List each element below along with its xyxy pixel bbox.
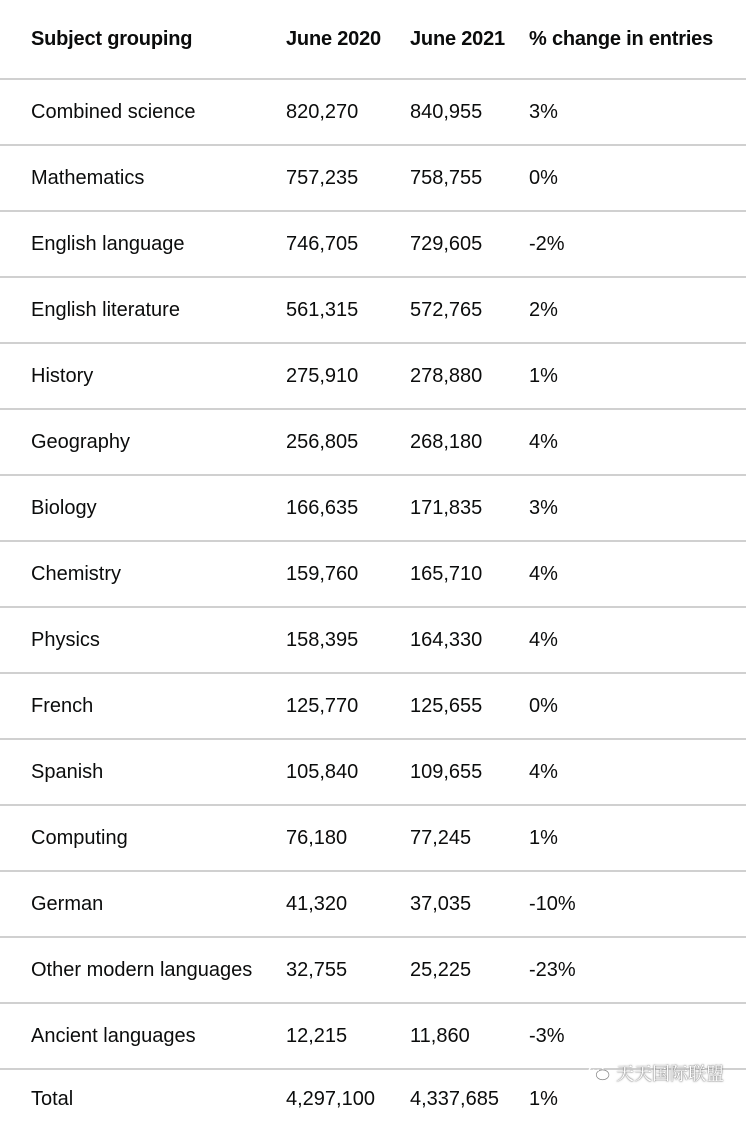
june-2020-cell: 746,705 — [286, 232, 359, 255]
june-2021-cell: 758,755 — [410, 166, 483, 189]
table-row — [0, 146, 746, 212]
percent-change-cell: 1% — [529, 364, 558, 387]
table-row — [0, 608, 746, 674]
subject-cell: Biology — [31, 496, 97, 519]
june-2020-cell: 41,320 — [286, 892, 348, 915]
percent-change-cell: 3% — [529, 100, 558, 123]
june-2020-cell: 561,315 — [286, 298, 359, 321]
percent-change-cell: 3% — [529, 496, 558, 519]
subject-cell: Total — [31, 1088, 74, 1110]
header-june-2020: June 2020 — [286, 27, 381, 50]
subject-cell: Computing — [31, 826, 128, 849]
table-header-row — [0, 0, 746, 80]
june-2021-cell: 572,765 — [410, 298, 483, 321]
june-2021-cell: 840,955 — [410, 100, 483, 123]
wechat-icon — [588, 1064, 610, 1082]
june-2020-cell: 125,770 — [286, 694, 359, 717]
table-body — [0, 80, 746, 1136]
june-2020-cell: 256,805 — [286, 430, 359, 453]
table-row — [0, 806, 746, 872]
table-row — [0, 212, 746, 278]
percent-change-cell: 4% — [529, 628, 558, 651]
june-2020-cell: 105,840 — [286, 760, 359, 783]
table-row — [0, 740, 746, 806]
june-2021-cell: 77,245 — [410, 826, 472, 849]
header-subject-grouping: Subject grouping — [31, 27, 193, 50]
june-2021-cell: 268,180 — [410, 430, 483, 453]
june-2021-cell: 25,225 — [410, 958, 472, 981]
june-2020-cell: 158,395 — [286, 628, 359, 651]
subject-cell: Other modern languages — [31, 958, 253, 981]
subject-cell: English language — [31, 232, 185, 255]
table-row — [0, 278, 746, 344]
june-2020-cell: 757,235 — [286, 166, 359, 189]
watermark-text: 天天国际联盟 — [616, 1064, 724, 1084]
header-june-2021: June 2021 — [410, 27, 505, 50]
subject-cell: English literature — [31, 298, 180, 321]
header-percent-change: % change in entries — [529, 27, 714, 50]
percent-change-cell: 2% — [529, 298, 558, 321]
table-row — [0, 674, 746, 740]
june-2021-cell: 278,880 — [410, 364, 483, 387]
june-2020-cell: 275,910 — [286, 364, 359, 387]
june-2020-cell: 12,215 — [286, 1024, 348, 1047]
subject-cell: Combined science — [31, 100, 196, 123]
percent-change-cell: 0% — [529, 694, 558, 717]
subject-cell: Physics — [31, 628, 100, 651]
subject-cell: Mathematics — [31, 166, 145, 189]
table-row — [0, 938, 746, 1004]
subject-cell: Ancient languages — [31, 1024, 196, 1047]
percent-change-cell: -2% — [529, 232, 565, 255]
june-2021-cell: 4,337,685 — [410, 1088, 499, 1110]
watermark — [588, 1060, 724, 1086]
june-2020-cell: 4,297,100 — [286, 1088, 375, 1110]
percent-change-cell: -23% — [529, 958, 576, 981]
table-row — [0, 476, 746, 542]
table-row — [0, 80, 746, 146]
june-2021-cell: 37,035 — [410, 892, 472, 915]
june-2020-cell: 76,180 — [286, 826, 348, 849]
subject-cell: Chemistry — [31, 562, 122, 585]
subject-cell: History — [31, 364, 94, 387]
percent-change-cell: 0% — [529, 166, 558, 189]
june-2020-cell: 159,760 — [286, 562, 359, 585]
percent-change-cell: 4% — [529, 430, 558, 453]
percent-change-cell: 1% — [529, 826, 558, 849]
table-row — [0, 344, 746, 410]
table-row — [0, 872, 746, 938]
percent-change-cell: 4% — [529, 562, 558, 585]
subject-cell: German — [31, 892, 104, 915]
june-2021-cell: 125,655 — [410, 694, 483, 717]
june-2021-cell: 729,605 — [410, 232, 483, 255]
table-row — [0, 410, 746, 476]
table-row — [0, 542, 746, 608]
subject-cell: Geography — [31, 430, 130, 453]
subject-cell: Spanish — [31, 760, 104, 783]
june-2021-cell: 165,710 — [410, 562, 483, 585]
percent-change-cell: 1% — [529, 1088, 558, 1110]
june-2021-cell: 11,860 — [410, 1024, 470, 1047]
subject-cell: French — [31, 694, 94, 717]
percent-change-cell: -3% — [529, 1024, 565, 1047]
june-2020-cell: 166,635 — [286, 496, 359, 519]
june-2021-cell: 109,655 — [410, 760, 483, 783]
june-2021-cell: 164,330 — [410, 628, 483, 651]
june-2020-cell: 32,755 — [286, 958, 348, 981]
june-2021-cell: 171,835 — [410, 496, 483, 519]
june-2020-cell: 820,270 — [286, 100, 359, 123]
percent-change-cell: 4% — [529, 760, 558, 783]
percent-change-cell: -10% — [529, 892, 576, 915]
